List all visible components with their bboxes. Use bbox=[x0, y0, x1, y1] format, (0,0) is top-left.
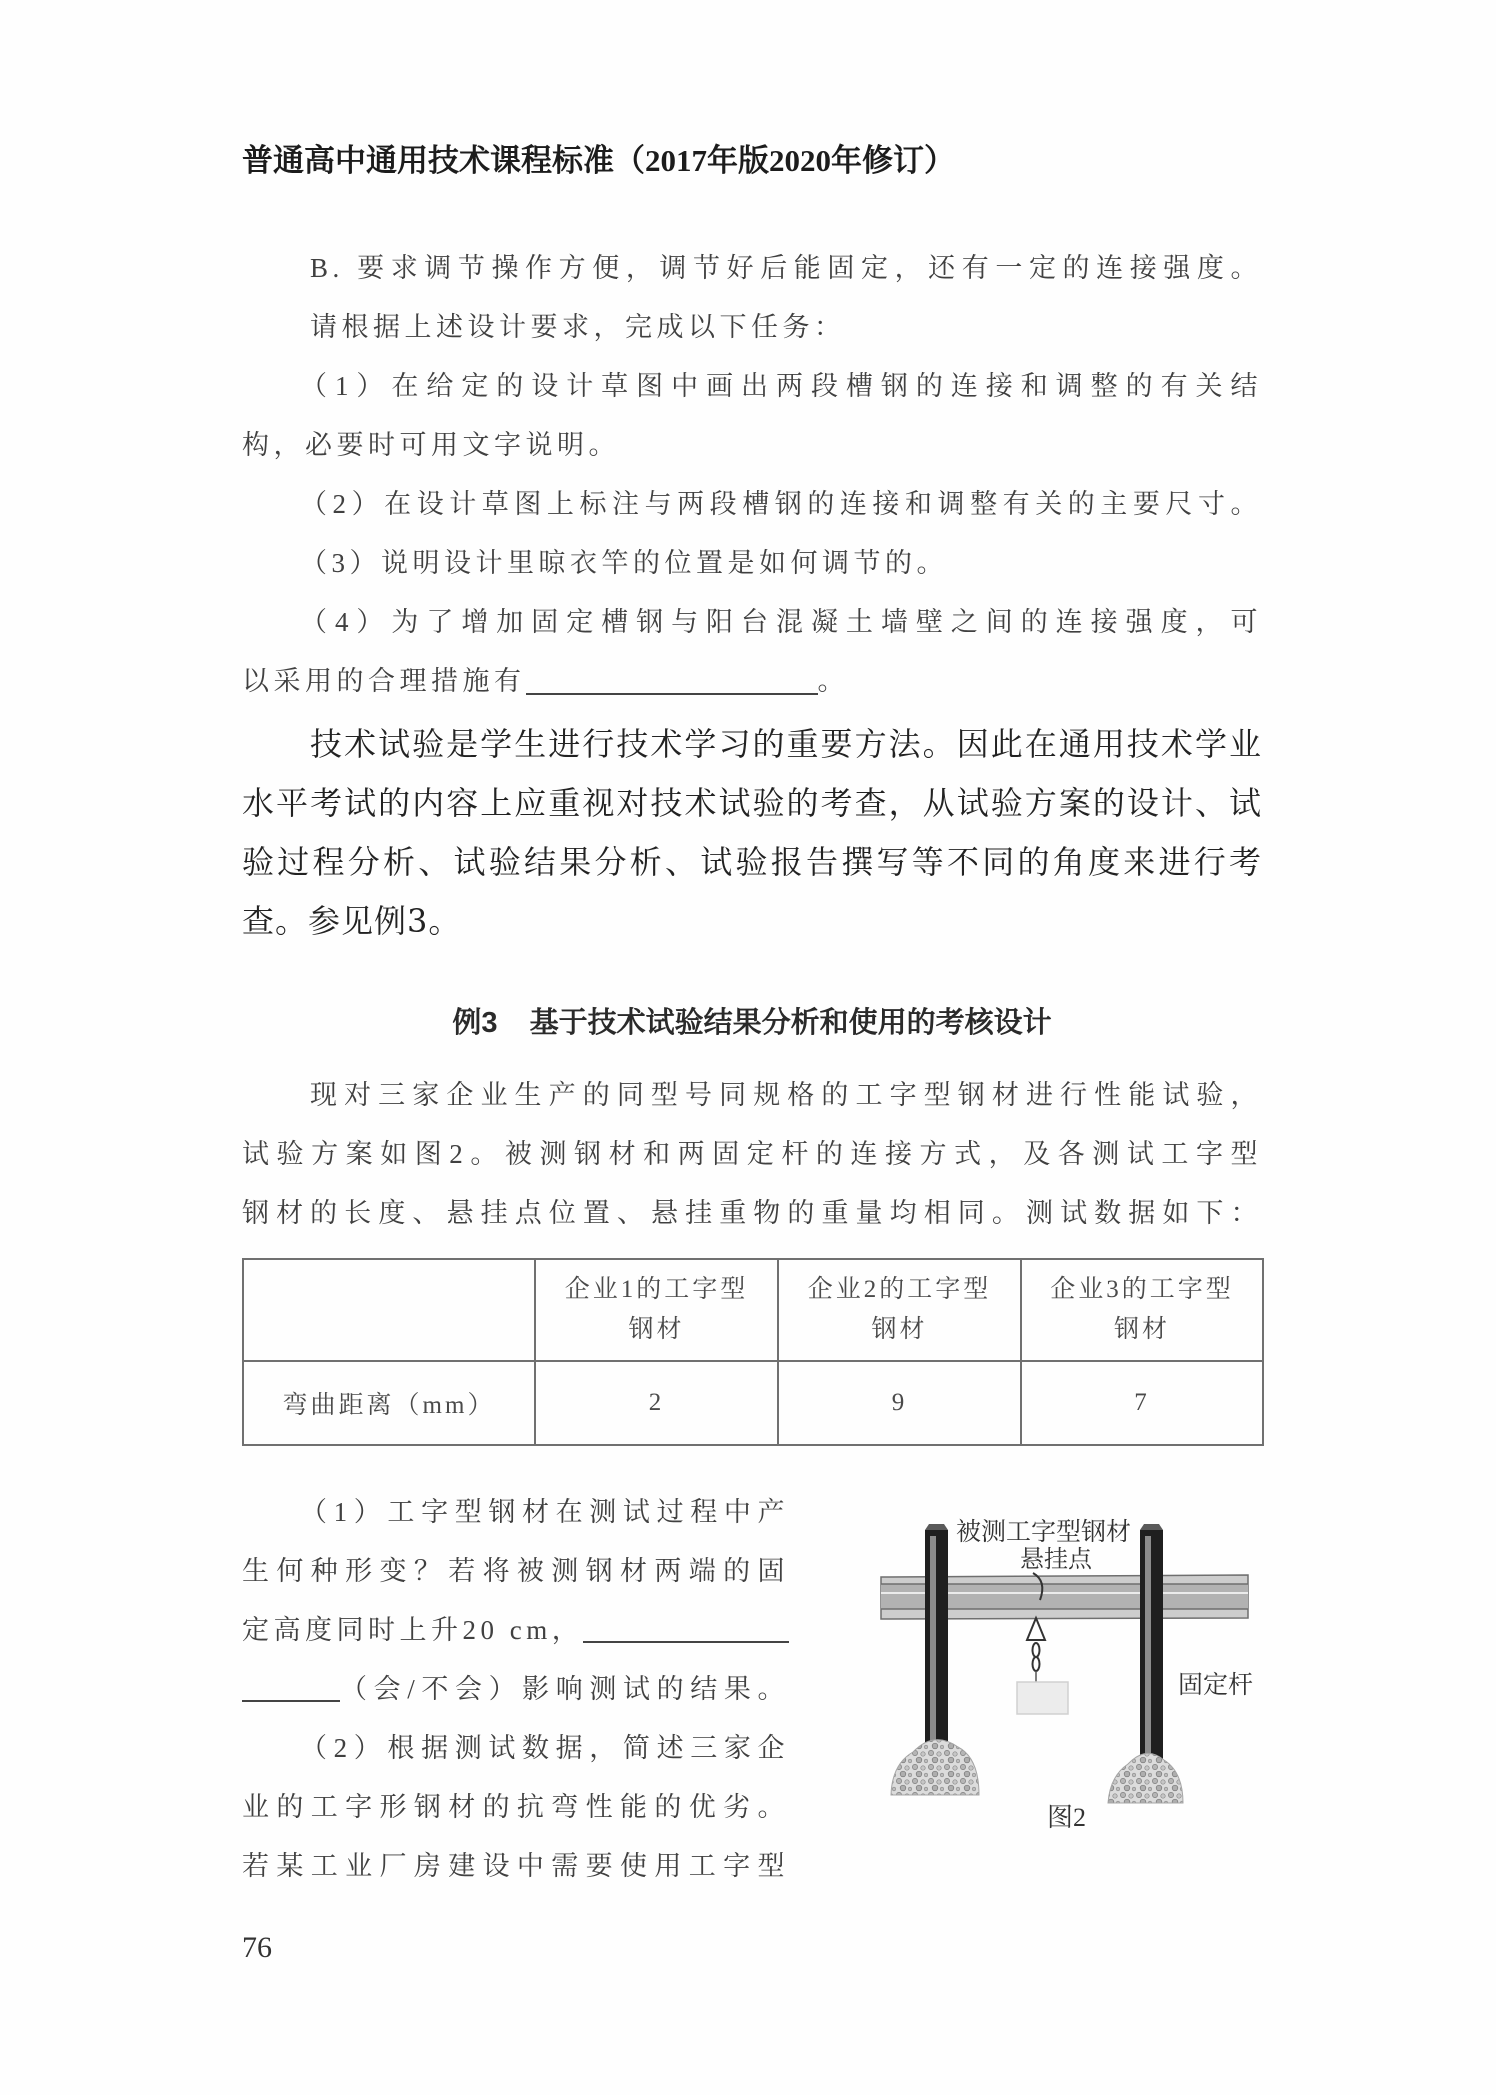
task-intro-line: 请根据上述设计要求，完成以下任务： bbox=[310, 312, 846, 342]
beam-label: 被测工字型钢材 bbox=[956, 1519, 1132, 1546]
intro-line: 查。参见例3。 bbox=[242, 902, 462, 940]
gravel-base-right bbox=[1108, 1753, 1183, 1803]
table-row bbox=[243, 1361, 1263, 1445]
question-1-blank-line bbox=[242, 1601, 789, 1660]
fixed-rod-label: 固定杆 bbox=[1178, 1672, 1254, 1699]
hanging-weight bbox=[1017, 1682, 1068, 1714]
task-1-continuation-line: 构，必要时可用文字说明。 bbox=[242, 430, 620, 460]
question-1-blank-line bbox=[242, 1660, 789, 1719]
rod-highlight bbox=[1145, 1536, 1151, 1786]
question-1-line: 生何种形变？若将被测钢材两端的固 bbox=[242, 1556, 789, 1586]
test-setup-figure bbox=[870, 1495, 1290, 1845]
page-number: 76 bbox=[242, 1931, 272, 1964]
task-4-text-after-blank: 。 bbox=[817, 666, 849, 696]
task-4-continuation-line bbox=[242, 652, 1262, 711]
example-heading bbox=[242, 1003, 1262, 1043]
chain-link bbox=[1033, 1657, 1040, 1671]
chain-link bbox=[1033, 1643, 1040, 1657]
column-header-line: 企业3的工字型 bbox=[1050, 1276, 1234, 1303]
figure-caption: 图2 bbox=[1047, 1803, 1087, 1832]
answer-blank bbox=[242, 1660, 340, 1702]
task-3-line: （3）说明设计里晾衣竿的位置是如何调节的。 bbox=[300, 548, 948, 578]
question-1-text-after-blank: （会/不会）影响测试的结果。 bbox=[340, 1674, 789, 1704]
answer-blank bbox=[526, 693, 818, 695]
question-1-text-before-blank: 定高度同时上升20 cm， bbox=[242, 1615, 584, 1645]
table-cell-company-2: 9 bbox=[778, 1361, 1021, 1445]
example-label: 例3 bbox=[452, 1007, 498, 1039]
column-header-company-2 bbox=[778, 1259, 1021, 1361]
question-2-line: 若某工业厂房建设中需要使用工字型 bbox=[242, 1851, 789, 1881]
questions-section bbox=[242, 1483, 789, 1896]
table-header-row bbox=[243, 1259, 1263, 1361]
intro-line: 技术试验是学生进行技术学习的重要方法。因此在通用技术学业 bbox=[310, 725, 1262, 763]
row-label-bending-distance: 弯曲距离（mm） bbox=[243, 1361, 535, 1445]
intro-line: 水平考试的内容上应重视对技术试验的考查，从试验方案的设计、试 bbox=[242, 784, 1262, 822]
description-line: 试验方案如图2。被测钢材和两固定杆的连接方式，及各测试工字型 bbox=[242, 1139, 1262, 1169]
test-data-table bbox=[242, 1258, 1264, 1446]
rod-body bbox=[1140, 1530, 1163, 1788]
hook bbox=[1027, 1618, 1045, 1640]
technical-test-intro bbox=[242, 715, 1262, 951]
column-header-company-3 bbox=[1021, 1259, 1263, 1361]
gravel-base-left bbox=[891, 1740, 979, 1795]
example-description bbox=[242, 1066, 1262, 1243]
question-2-line: （2）根据测试数据，简述三家企 bbox=[300, 1733, 789, 1763]
task-1-line: （1）在给定的设计草图中画出两段槽钢的连接和调整的有关结 bbox=[300, 371, 1262, 401]
requirement-b-line: B. 要求调节操作方便，调节好后能固定，还有一定的连接强度。 bbox=[310, 253, 1262, 283]
rod-top-face bbox=[1140, 1524, 1163, 1530]
intro-line: 验过程分析、试验结果分析、试验报告撰写等不同的角度来进行考 bbox=[242, 843, 1262, 881]
column-header-company-1 bbox=[535, 1259, 778, 1361]
column-header-line: 钢材 bbox=[628, 1316, 685, 1343]
question-2-line: 业的工字形钢材的抗弯性能的优劣。 bbox=[242, 1792, 789, 1822]
task-4-text-before-blank: 以采用的合理措施有 bbox=[242, 666, 526, 696]
answer-blank bbox=[583, 1601, 789, 1643]
task-2-line: （2）在设计草图上标注与两段槽钢的连接和调整有关的主要尺寸。 bbox=[300, 489, 1262, 519]
design-requirements-section bbox=[242, 239, 1262, 711]
column-header-line: 企业2的工字型 bbox=[807, 1276, 992, 1303]
fixed-rod-right bbox=[1140, 1524, 1163, 1788]
example-title: 基于技术试验结果分析和使用的考核设计 bbox=[529, 1007, 1052, 1039]
task-4-line: （4）为了增加固定槽钢与阳台混凝土墙壁之间的连接强度，可 bbox=[300, 607, 1262, 637]
column-header-line: 钢材 bbox=[871, 1316, 928, 1343]
table-cell-company-1: 2 bbox=[535, 1361, 778, 1445]
description-line: 现对三家企业生产的同型号同规格的工字型钢材进行性能试验， bbox=[310, 1080, 1262, 1110]
hanging-point-label: 悬挂点 bbox=[1020, 1547, 1092, 1573]
running-header: 普通高中通用技术课程标准（2017年版2020年修订） bbox=[242, 143, 955, 178]
column-header-line: 钢材 bbox=[1113, 1316, 1170, 1343]
rod-top-face bbox=[925, 1524, 948, 1530]
table-corner-cell bbox=[243, 1259, 535, 1361]
description-line: 钢材的长度、悬挂点位置、悬挂重物的重量均相同。测试数据如下： bbox=[242, 1198, 1262, 1228]
column-header-line: 企业1的工字型 bbox=[564, 1276, 749, 1303]
table-cell-company-3: 7 bbox=[1021, 1361, 1263, 1445]
question-1-line: （1）工字型钢材在测试过程中产 bbox=[300, 1497, 789, 1527]
